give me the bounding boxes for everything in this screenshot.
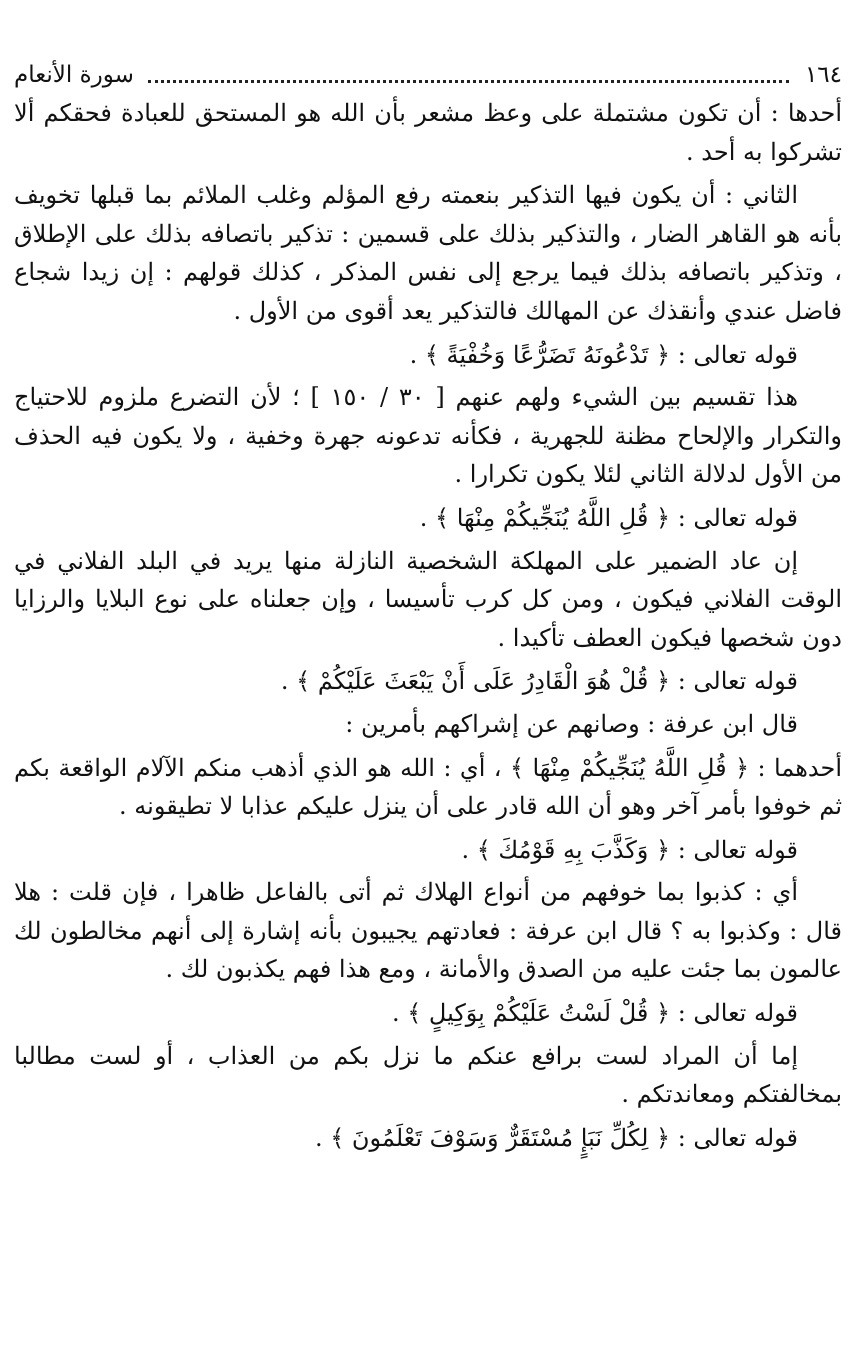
paragraph: أي : كذبوا بما خوفهم من أنواع الهلاك ثم أتى بالفاعل ظاهرا ، فإن قلت : هلا قال : وكذبوا به ؟ قال ابن عرفة : فعادتهم يجيبون بأنه إشارة إلى أنهم مخالطون لك عالمون بما جئت عليه من الصدق والأمانة ، ومع هذا فهم يكذبون لك . [14, 878, 842, 984]
verse-heading: قوله تعالى : ﴿ قُلْ هُوَ الْقَادِرُ عَلَى أَنْ يَبْعَثَ عَلَيْكُمْ ﴾ . [280, 667, 798, 696]
paragraph: إما أن المراد لست برافع عنكم ما نزل بكم من العذاب ، أو لست مطالبا بمخالفتكم ومعاندتكم . [14, 1041, 842, 1109]
header-dotted-leader [148, 80, 789, 83]
page-body [14, 94, 842, 1157]
paragraph: أحدها : أن تكون مشتملة على وعظ مشعر بأن الله هو المستحق للعبادة فحقكم ألا تشركوا به أحد . [14, 99, 842, 166]
paragraph: أحدهما : ﴿ قُلِ اللَّهُ يُنَجِّيكُمْ مِنْهَا ﴾ ، أي : الله هو الذي أذهب منكم الآلام الواقعة بكم ثم خوفوا بأمر آخر وهو أن الله قادر على أن ينزل عليكم عذابا لا تطيقونه . [14, 753, 842, 821]
verse-heading: قوله تعالى : ﴿ قُلْ لَسْتُ عَلَيْكُمْ بِوَكِيلٍ ﴾ . [391, 999, 798, 1028]
verse-heading: قوله تعالى : ﴿ وَكَذَّبَ بِهِ قَوْمُكَ ﴾ . [461, 835, 798, 864]
running-header [14, 58, 842, 92]
surah-title: سورة الأنعام [14, 62, 134, 88]
page [14, 58, 842, 1308]
page-number: ١٦٤ [804, 62, 842, 88]
paragraph: هذا تقسيم بين الشيء ولهم عنهم [ ٣٠ / ١٥٠ ] ؛ لأن التضرع ملزوم للاحتياج والتكرار والإلحاح مظنة للجهرية ، فكأنه تدعونه جهرة وخفية ، ولا يكون فيه الحذف من الأول لدلالة الثاني لئلا يكون تكرارا . [14, 383, 842, 489]
verse-heading: قوله تعالى : ﴿ تَدْعُونَهُ تَضَرُّعًا وَخُفْيَةً ﴾ . [409, 340, 798, 369]
paragraph: إن عاد الضمير على المهلكة الشخصية النازلة منها يريد في البلد الفلاني في الوقت الفلاني فيكون ، ومن كل كرب تأسيسا ، وإن جعلناه على نوع البلايا والرزايا دون شخصها فيكون العطف تأكيدا . [14, 546, 842, 652]
verse-heading: قوله تعالى : ﴿ قُلِ اللَّهُ يُنَجِّيكُمْ مِنْهَا ﴾ . [419, 503, 798, 532]
paragraph: الثاني : أن يكون فيها التذكير بنعمته رفع المؤلم وغلب الملائم بما قبلها تخويف بأنه هو القاهر الضار ، والتذكير بذلك على قسمين : تذكير باتصافه بذلك على الإطلاق ، وتذكير باتصافه بذلك فيما يرجع إلى نفس المذكر ، كذلك قولهم : إن زيدا شجاع فاضل عندي وأنقذك عن المهالك فالتذكير يعد أقوى من الأول . [14, 181, 842, 325]
paragraph: قال ابن عرفة : وصانهم عن إشراكهم بأمرين : [345, 709, 798, 738]
verse-heading: قوله تعالى : ﴿ لِكُلِّ نَبَإٍ مُسْتَقَرٌّ وَسَوْفَ تَعْلَمُونَ ﴾ . [314, 1123, 798, 1152]
